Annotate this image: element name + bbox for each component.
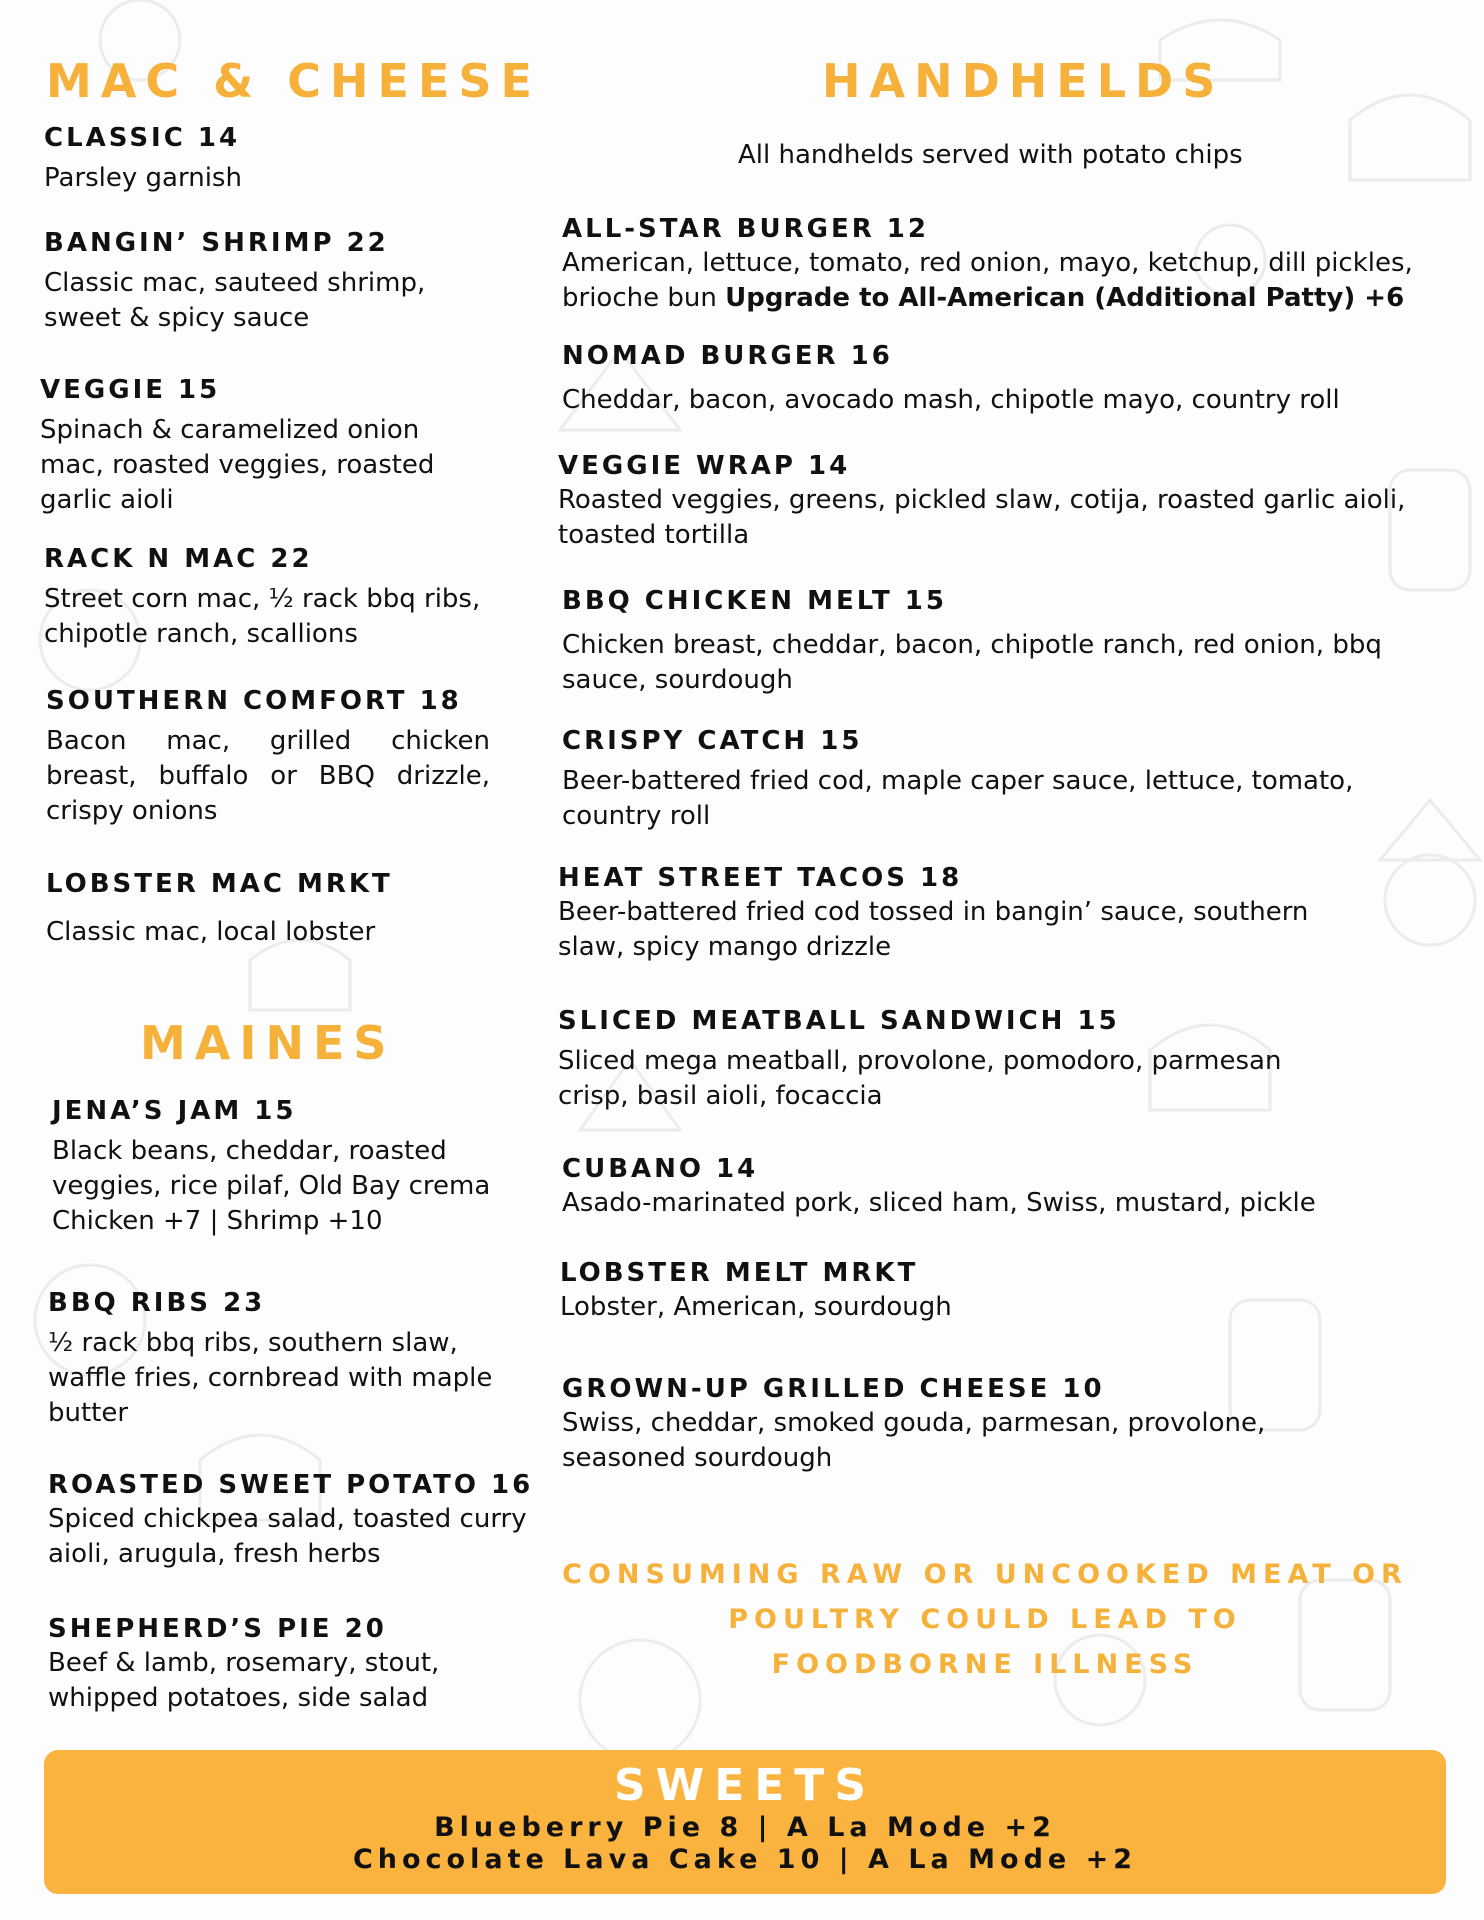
menu-item-bangin-shrimp: [44, 226, 474, 336]
menu-item-roasted-sweet-potato: [48, 1468, 534, 1572]
menu-item-rack-n-mac: [44, 542, 524, 652]
item-name: NOMAD BURGER 16: [562, 341, 893, 371]
menu-item-shepherds-pie: [48, 1612, 508, 1716]
item-desc: [562, 246, 1462, 316]
item-desc: Asado-marinated pork, sliced ham, Swiss, mustard, pickle: [562, 1188, 1316, 1218]
item-desc: Roasted veggies, greens, pickled slaw, cotija, roasted garlic aioli, toasted tortilla: [558, 485, 1406, 550]
item-name: BANGIN’ SHRIMP 22: [44, 228, 389, 258]
item-desc: Black beans, cheddar, roasted veggies, rice pilaf, Old Bay crema: [52, 1136, 491, 1201]
warning-line: POULTRY COULD LEAD TO: [728, 1604, 1242, 1635]
menu-item-heat-street-tacos: [558, 861, 1318, 965]
item-name: SHEPHERD’S PIE 20: [48, 1614, 387, 1644]
item-name: VEGGIE 15: [40, 375, 221, 405]
item-name: SOUTHERN COMFORT 18: [46, 686, 462, 716]
item-desc: Beef & lamb, rosemary, stout, whipped potatoes, side salad: [48, 1648, 440, 1713]
item-name: SLICED MEATBALL SANDWICH 15: [558, 1006, 1120, 1036]
item-addon: Chicken +7 | Shrimp +10: [52, 1206, 383, 1236]
item-desc: Street corn mac, ½ rack bbq ribs, chipotle ranch, scallions: [44, 584, 481, 649]
item-desc: Spiced chickpea salad, toasted curry aioli, arugula, fresh herbs: [48, 1504, 527, 1569]
item-name: ROASTED SWEET POTATO 16: [48, 1470, 534, 1500]
raw-food-warning: [555, 1552, 1415, 1687]
menu-item-jenas-jam: [52, 1094, 532, 1239]
menu-item-crispy-catch: [562, 724, 1362, 834]
item-name: JENA’S JAM 15: [52, 1096, 297, 1126]
item-name: GROWN-UP GRILLED CHEESE 10: [562, 1374, 1105, 1404]
item-name: HEAT STREET TACOS 18: [558, 863, 963, 893]
menu-item-classic: [44, 121, 504, 196]
item-desc: Parsley garnish: [44, 163, 242, 193]
item-desc: Classic mac, sauteed shrimp, sweet & spicy sauce: [44, 268, 426, 333]
item-name: BBQ RIBS 23: [48, 1288, 266, 1318]
item-desc: Chicken breast, cheddar, bacon, chipotle ranch, red onion, bbq sauce, sourdough: [562, 630, 1382, 695]
item-name: CRISPY CATCH 15: [562, 726, 863, 756]
sweets-item: Blueberry Pie 8 | A La Mode +2: [434, 1812, 1056, 1843]
item-desc: Bacon mac, grilled chicken breast, buffalo or BBQ drizzle, crispy onions: [46, 726, 490, 826]
menu-item-bbq-ribs: [48, 1286, 498, 1431]
menu-item-grown-up-grilled-cheese: [562, 1372, 1362, 1476]
menu-item-nomad-burger: [562, 339, 1462, 418]
handhelds-note: All handhelds served with potato chips: [738, 140, 1243, 170]
menu-item-sliced-meatball-sandwich: [558, 1004, 1338, 1114]
handhelds-title: HANDHELDS: [822, 54, 1225, 108]
item-desc: Spinach & caramelized onion mac, roasted veggies, roasted garlic aioli: [40, 415, 435, 515]
sweets-item: Chocolate Lava Cake 10 | A La Mode +2: [352, 1844, 1138, 1875]
item-name: CUBANO 14: [562, 1154, 759, 1184]
maines-title: MAINES: [140, 1016, 396, 1070]
sweets-banner: [44, 1750, 1446, 1894]
item-desc: Classic mac, local lobster: [46, 917, 376, 947]
menu-item-veggie-wrap: [558, 449, 1418, 553]
sweets-title: SWEETS: [613, 1760, 877, 1811]
item-desc: Lobster, American, sourdough: [560, 1292, 952, 1322]
item-name: ALL-STAR BURGER 12: [562, 214, 929, 244]
item-desc: ½ rack bbq ribs, southern slaw, waffle fries, cornbread with maple butter: [48, 1328, 493, 1428]
item-desc: Sliced mega meatball, provolone, pomodoro, parmesan crisp, basil aioli, focaccia: [558, 1046, 1282, 1111]
menu-item-all-star-burger: [562, 212, 1462, 316]
menu-item-veggie: [40, 373, 460, 518]
item-name: LOBSTER MAC MRKT: [46, 869, 393, 899]
item-desc: Cheddar, bacon, avocado mash, chipotle mayo, country roll: [562, 385, 1340, 415]
warning-line: CONSUMING RAW OR UNCOOKED MEAT OR: [562, 1559, 1408, 1590]
menu-item-southern-comfort: [46, 684, 490, 829]
menu-item-lobster-melt: [560, 1256, 1360, 1325]
menu-item-cubano: [562, 1152, 1442, 1221]
menu-item-lobster-mac: [46, 867, 486, 950]
item-upgrade: Upgrade to All-American (Additional Patty) +6: [725, 283, 1405, 313]
menu-item-bbq-chicken-melt: [562, 584, 1422, 698]
item-name: BBQ CHICKEN MELT 15: [562, 586, 947, 616]
item-name: VEGGIE WRAP 14: [558, 451, 851, 481]
item-desc: Swiss, cheddar, smoked gouda, parmesan, provolone, seasoned sourdough: [562, 1408, 1266, 1473]
warning-line: FOODBORNE ILLNESS: [771, 1649, 1199, 1680]
item-name: RACK N MAC 22: [44, 544, 313, 574]
item-desc: Beer-battered fried cod, maple caper sauce, lettuce, tomato, country roll: [562, 766, 1354, 831]
mac-cheese-title: MAC & CHEESE: [46, 54, 541, 108]
item-desc: Beer-battered fried cod tossed in bangin’ sauce, southern slaw, spicy mango drizzle: [558, 897, 1309, 962]
item-desc-text: American, lettuce, tomato, red onion, mayo, ketchup, dill pickles, brioche bun: [562, 248, 1413, 313]
item-name: CLASSIC 14: [44, 123, 241, 153]
item-name: LOBSTER MELT MRKT: [560, 1258, 919, 1288]
